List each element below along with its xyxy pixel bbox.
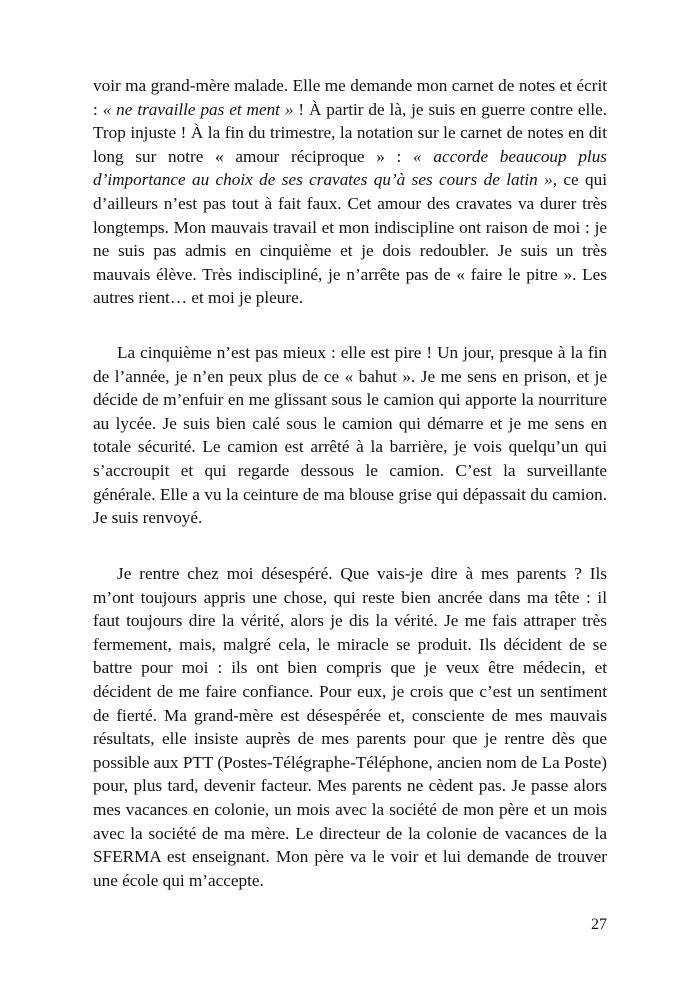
paragraph-continuation (93, 74, 607, 310)
paragraph-1-text: ! À partir de là, je suis en guerre contre elle. Trop injuste ! À la fin du trimestre, la notation sur le carnet de notes en dit long sur notre « amour réciproque » : (93, 99, 607, 166)
paragraph-2-text: La cinquième n’est pas mieux : elle est pire ! Un jour, presque à la fin de l’année, je n’en peux plus de ce « bahut ». Je me sens en prison, et je décide de m’enfuir en me glissant sous le camion qui apporte la nourriture au lycée. Je suis bien calé sous le camion qui démarre et je me sens en totale sécurité. Le camion est arrêté à la barrière, je vois quelqu’un qui s’accroupit et qui regarde dessous le camion. C’est la surveillante générale. Elle a vu la ceinture de ma blouse grise qui dépassait du camion. Je suis renvoyé. (93, 343, 607, 528)
page-number: 27 (591, 916, 607, 933)
paragraph-retour-maison (93, 562, 607, 892)
teacher-comment-quote: « ne travaille pas et ment » (102, 99, 294, 119)
paragraph-3-text: Je rentre chez moi désespéré. Que vais-je dire à mes parents ? Ils m’ont toujours appris une chose, qui reste bien ancrée dans ma tête : il faut toujours dire la vérité, alors je dis la vérité. Je me fais attraper très fermement, mais, malgré cela, le miracle se produit. Ils décident de se battre pour moi : ils ont bien compris que je veux être médecin, et décident de me faire confiance. Pour eux, je crois que c’est un sentiment de fierté. Ma grand-mère est désespérée et, consciente de mes mauvais résultats, elle insiste auprès de mes parents pour que je rentre dès que possible aux PTT (Postes-Télégraphe-Téléphone, ancien nom de La Poste) pour, plus tard, devenir facteur. Mes parents ne cèdent pas. Je passe alors mes vacances en colonie, un mois avec la société de mon père et un mois avec la société de ma mère. Le directeur de la colonie de vacances de la SFERMA est enseignant. Mon père va le voir et lui demande de trouver une école qui m’accepte. (93, 564, 607, 890)
paragraph-1-text: , ce qui d’ailleurs n’est pas tout à fait faux. Cet amour des cravates va durer très longtemps. Mon mauvais travail et mon indiscipline ont raison de moi : je ne suis pas admis en cinquième et je dois redoubler. Je suis un très mauvais élève. Très indiscipliné, je n’arrête pas de « faire le pitre ». Les autres rient… et moi je pleure. (93, 170, 607, 308)
paragraph-cinquieme (93, 341, 607, 530)
paragraph-1-text: voir ma grand-mère malade. Elle me demande mon carnet de notes et écrit : (93, 76, 607, 119)
report-card-quote: « accorde beaucoup plus d’importance au choix de ses cravates qu’à ses cours de latin » (93, 146, 607, 190)
